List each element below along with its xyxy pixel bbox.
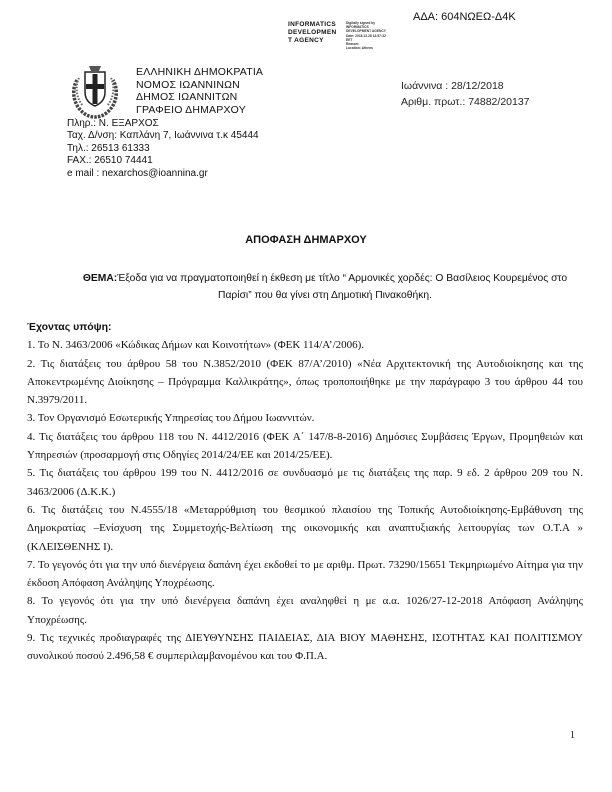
stamp-detail: Reason: — [346, 42, 360, 47]
stamp-detail: Location: Athens — [346, 46, 373, 51]
consideration-item: 2. Τις διατάξεις του άρθρου 58 του Ν.3852/2010 (ΦΕΚ 87/Α’/2010) «Νέα Αρχιτεκτονική της Αυτοδιοίκησης και της Αποκεντρωμένης Διοίκησης – Πρόγραμμα Καλλικράτης», όπως τροποποιήθηκε με την παράγραφο 3 του άρθρου 44 του Ν.3979/2011. — [27, 357, 583, 407]
contact-details — [67, 118, 259, 180]
considerations-section — [27, 318, 583, 666]
date-block — [401, 78, 530, 110]
contact-person: Πληρ.: Ν. ΕΞΑΡΧΟΣ — [67, 118, 159, 129]
email-address: e mail : nexarchos@ioannina.gr — [67, 167, 208, 179]
consideration-item: 3. Τον Οργανισμό Εσωτερικής Υπηρεσίας του Δήμου Ιωαννιτών. — [27, 412, 315, 425]
consideration-item: 7. Το γεγονός ότι για την υπό διενέργεια δαπάνη έχει εκδοθεί το με αριθμ. Πρωτ. 73290/15651 Τεκμηριωμένο Αίτημα για την έκδοση Απόφαση Ανάληψης Υποχρέωσης. — [27, 558, 583, 590]
stamp-signature-details — [346, 21, 408, 50]
document-date: Ιωάννινα : 28/12/2018 — [401, 80, 504, 92]
phone-number: Τηλ.: 26513 61333 — [67, 142, 150, 154]
issuing-authority — [136, 66, 263, 116]
postal-address: Ταχ. Δ/νση: Καπλάνη 7, Ιωάννινα τ.κ 45444 — [67, 130, 259, 142]
subject-block — [70, 270, 580, 304]
office-name: ΓΡΑΦΕΙΟ ΔΗΜΑΡΧΟΥ — [136, 103, 246, 116]
fax-number: FAX.: 26510 74441 — [67, 155, 153, 167]
consideration-item: 4. Τις διατάξεις του άρθρου 118 του Ν. 4412/2016 (ΦΕΚ Α΄ 147/8-8-2016) Δημόσιες Συμβάσεις Έργων, Προμηθειών και Υπηρεσιών (προσαρμογή στις Οδηγίες 2014/24/ΕΕ και 2014/25/ΕΕ). — [27, 430, 583, 462]
stamp-detail: INFORMATICS — [346, 25, 369, 30]
stamp-detail: Date: 2018.12.28 14:57:32 — [346, 33, 386, 38]
prefecture-name: ΝΟΜΟΣ ΙΩΑΝΝΙΝΩΝ — [136, 78, 240, 91]
stamp-agency-name — [288, 21, 337, 45]
consideration-item: 9. Τις τεχνικές προδιαγραφές της ΔΙΕΥΘΥΝΣΗΣ ΠΑΙΔΕΙΑΣ, ΔΙΑ ΒΙΟΥ ΜΑΘΗΣΗΣ, ΙΣΟΤΗΤΑΣ ΚΑΙ ΠΟΛΙΤΙΣΜΟΥ συνολικού ποσού 2.496,58 € συμπεριλαμβανομένου και του Φ.Π.Α. — [27, 632, 583, 663]
greek-coat-of-arms-icon — [67, 62, 123, 120]
stamp-detail: DEVELOPMENT AGENCY — [346, 29, 386, 34]
municipality-name: ΔΗΜΟΣ ΙΩΑΝΝΙΤΩΝ — [136, 91, 238, 103]
stamp-line: DEVELOPMEN — [288, 29, 337, 36]
page-number: 1 — [570, 730, 575, 741]
stamp-detail: Digitally signed by — [346, 21, 376, 25]
stamp-line: INFORMATICS — [288, 21, 336, 28]
protocol-number: Αριθμ. πρωτ.: 74882/20137 — [401, 96, 530, 108]
consideration-item: 6. Τις διατάξεις του Ν.4555/18 «Μεταρρύθμιση του θεσμικού πλαισίου της Τοπικής Αυτοδιοίκησης-Εμβάθυνση της Δημοκρατίας –Ενίσχυση της Συμμετοχής-Βελτίωση της οικονομικής και αναπτυξιακής λειτουργίας των Ο.Τ.Α » (ΚΛΕΙΣΘΕΝΗΣ Ι). — [27, 503, 583, 553]
consideration-item: 8. Το γεγονός ότι για την υπό διενέργεια δαπάνη έχει αναληφθεί η με α.α. 1026/27-12-2018 Απόφαση Ανάληψης Υποχρέωσης. — [27, 595, 583, 626]
subject-label: ΘΕΜΑ: — [82, 273, 118, 284]
digital-signature-stamp — [288, 21, 408, 59]
stamp-detail: EET — [346, 37, 353, 42]
considerations-heading: Έχοντας υπόψη: — [27, 321, 112, 333]
ada-code: ΑΔΑ: 604ΝΩΕΩ-Δ4Κ — [413, 11, 516, 23]
country-name: ΕΛΛΗΝΙΚΗ ΔΗΜΟΚΡΑΤΙΑ — [136, 66, 264, 78]
consideration-item: 5. Τις διατάξεις του άρθρου 199 του Ν. 4412/2016 σε συνδυασμό με τις διατάξεις της παρ. 9 εδ. 2 άρθρου 209 του Ν. 3463/2006 (Δ.Κ.Κ.) — [27, 467, 583, 498]
document-title: ΑΠΟΦΑΣΗ ΔΗΜΑΡΧΟΥ — [245, 234, 367, 246]
subject-text: Έξοδα για να πραγματοποιηθεί η έκθεση με τίτλο “ Αρμονικές χορδές: Ο Βασίλειος Κουρεμένος στο Παρίσι” που θα γίνει στη Δημοτική Πινακοθήκη. — [117, 273, 568, 301]
stamp-line: T AGENCY — [288, 37, 324, 44]
consideration-item: 1. Το Ν. 3463/2006 «Κώδικας Δήμων και Κοινοτήτων» (ΦΕΚ 114/Α’/2006). — [27, 339, 365, 352]
